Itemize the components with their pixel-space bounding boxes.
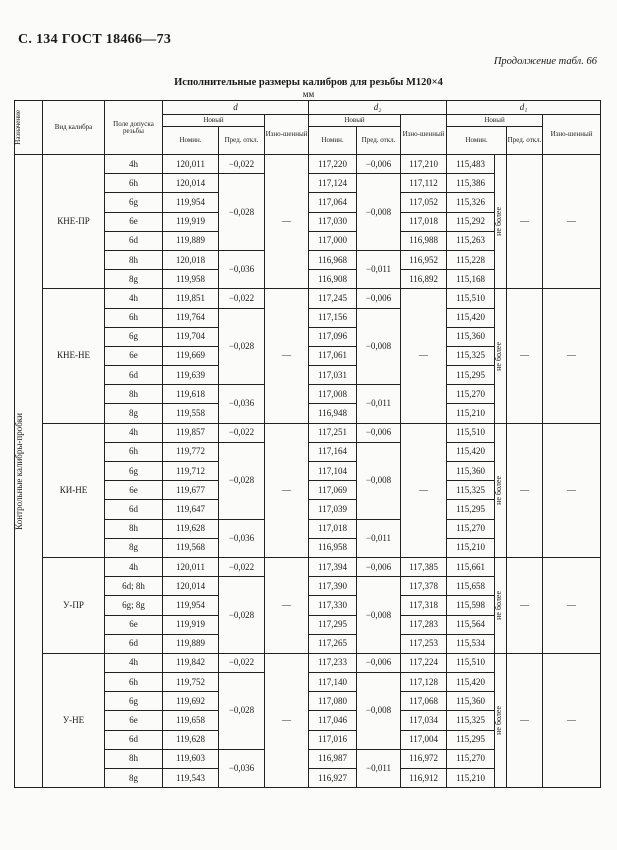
tolerance-cell: 4h	[105, 653, 163, 672]
d2-dev-cell: −0,008	[357, 673, 401, 750]
table-row	[15, 653, 601, 672]
d1-nominal-cell: 115,661	[447, 557, 495, 576]
d2-nominal-cell: 117,124	[309, 174, 357, 193]
continuation-label: Продолжение табл. 66	[493, 56, 597, 67]
d1-nominal-header: Номин.	[447, 127, 507, 155]
d2-nominal-cell: 117,104	[309, 462, 357, 481]
d-nominal-cell: 119,568	[163, 538, 219, 557]
units-label: мм	[302, 89, 315, 99]
d-nominal-cell: 119,958	[163, 270, 219, 289]
tolerance-cell: 6d; 8h	[105, 577, 163, 596]
d2-nominal-cell: 117,390	[309, 577, 357, 596]
tolerance-cell: 4h	[105, 557, 163, 576]
d2-nominal-cell: 117,000	[309, 231, 357, 250]
tolerance-cell: 6d	[105, 366, 163, 385]
tolerance-cell: 8g	[105, 404, 163, 423]
tolerance-cell: 8h	[105, 749, 163, 768]
d-nominal-cell: 119,543	[163, 769, 219, 788]
d1-nominal-cell: 115,295	[447, 366, 495, 385]
d2-nominal-cell: 117,233	[309, 653, 357, 672]
group-label: Контрольные калибры-пробки	[15, 155, 43, 788]
d1-nominal-cell: 115,270	[447, 385, 495, 404]
d1-nominal-cell: 115,168	[447, 270, 495, 289]
tolerance-cell: 8g	[105, 270, 163, 289]
not-more-cell: не более	[495, 653, 507, 787]
d2-nominal-cell: 116,968	[309, 250, 357, 269]
d2-dev-cell: −0,011	[357, 385, 401, 423]
d1-nominal-cell: 115,510	[447, 289, 495, 308]
d1-worn-header: Изно-шенный	[543, 115, 601, 155]
tolerance-cell: 8g	[105, 538, 163, 557]
d-dev-cell: −0,022	[219, 423, 265, 442]
d1-nominal-cell: 115,326	[447, 193, 495, 212]
gauge-type: КИ-НЕ	[43, 423, 105, 557]
tolerance-cell: 8h	[105, 385, 163, 404]
d2-worn-cell: 117,378	[401, 577, 447, 596]
gauge-type: КНЕ-НЕ	[43, 289, 105, 423]
d2-nominal-cell: 117,394	[309, 557, 357, 576]
d-nominal-cell: 120,018	[163, 250, 219, 269]
tolerance-header: Поле допуска резьбы	[105, 101, 163, 155]
d-nominal-cell: 119,628	[163, 730, 219, 749]
d2-worn-cell: 117,128	[401, 673, 447, 692]
d-nominal-cell: 119,752	[163, 673, 219, 692]
d1-nominal-cell: 115,210	[447, 404, 495, 423]
d-nominal-cell: 119,658	[163, 711, 219, 730]
d-dev-cell: −0,036	[219, 250, 265, 288]
d-nominal-cell: 120,014	[163, 577, 219, 596]
d2-nominal-cell: 117,030	[309, 212, 357, 231]
d-nominal-cell: 119,618	[163, 385, 219, 404]
tolerance-cell: 4h	[105, 289, 163, 308]
d-dev-cell: −0,028	[219, 442, 265, 519]
d2-dev-cell: −0,011	[357, 749, 401, 787]
table-row	[15, 155, 601, 174]
d2-dev-cell: −0,011	[357, 250, 401, 288]
d2-dev-cell: −0,008	[357, 577, 401, 654]
d1-nominal-cell: 115,228	[447, 250, 495, 269]
d2-worn-cell: 117,385	[401, 557, 447, 576]
d2-worn-cell: 117,210	[401, 155, 447, 174]
d2-dev-cell: −0,008	[357, 442, 401, 519]
d1-worn-cell: —	[543, 423, 601, 557]
not-more-cell: не более	[495, 557, 507, 653]
not-more-cell: не более	[495, 289, 507, 423]
d-nominal-cell: 119,558	[163, 404, 219, 423]
tolerance-cell: 6h	[105, 442, 163, 461]
d2-worn-cell: 117,068	[401, 692, 447, 711]
d2-nominal-cell: 117,245	[309, 289, 357, 308]
d-nominal-cell: 119,712	[163, 462, 219, 481]
d1-nominal-cell: 115,510	[447, 653, 495, 672]
d2-worn-cell: 116,892	[401, 270, 447, 289]
d1-nominal-cell: 115,270	[447, 519, 495, 538]
d-dev-cell: −0,028	[219, 673, 265, 750]
d2-worn-cell: 116,912	[401, 769, 447, 788]
d-nominal-cell: 119,889	[163, 231, 219, 250]
d-header: d	[163, 101, 309, 115]
d-nominal-cell: 119,889	[163, 634, 219, 653]
d2-nominal-cell: 117,046	[309, 711, 357, 730]
d-dev-cell: −0,028	[219, 174, 265, 251]
d-dev-cell: −0,036	[219, 519, 265, 557]
d-nominal-cell: 119,628	[163, 519, 219, 538]
d1-nominal-cell: 115,420	[447, 673, 495, 692]
d2-nominal-cell: 117,164	[309, 442, 357, 461]
gauge-type: КНЕ-ПР	[43, 155, 105, 289]
tolerance-cell: 6e	[105, 481, 163, 500]
tolerance-cell: 8h	[105, 519, 163, 538]
d-nominal-cell: 119,919	[163, 615, 219, 634]
tolerance-cell: 4h	[105, 423, 163, 442]
d-nominal-cell: 120,014	[163, 174, 219, 193]
d2-nominal-cell: 117,069	[309, 481, 357, 500]
tolerance-cell: 6d	[105, 634, 163, 653]
d2-nominal-cell: 117,330	[309, 596, 357, 615]
tolerance-cell: 6h	[105, 308, 163, 327]
d-worn-cell: —	[265, 557, 309, 653]
d1-worn-cell: —	[543, 557, 601, 653]
tolerance-cell: 6h	[105, 673, 163, 692]
tolerance-cell: 4h	[105, 155, 163, 174]
d-new-header: Новый	[163, 115, 265, 127]
d-dev-cell: −0,022	[219, 653, 265, 672]
d2-worn-cell: 117,004	[401, 730, 447, 749]
d1-nominal-cell: 115,360	[447, 462, 495, 481]
d1-nominal-cell: 115,420	[447, 308, 495, 327]
d1-nominal-cell: 115,325	[447, 346, 495, 365]
tolerance-cell: 6e	[105, 346, 163, 365]
d2-dev-cell: −0,006	[357, 155, 401, 174]
tolerance-cell: 6e	[105, 212, 163, 231]
d1-dev-header: Пред. откл.	[507, 127, 543, 155]
tolerance-cell: 8h	[105, 250, 163, 269]
d2-worn-cell: 117,112	[401, 174, 447, 193]
d2-nominal-header: Номин.	[309, 127, 357, 155]
d1-nominal-cell: 115,270	[447, 749, 495, 768]
d1-nominal-cell: 115,564	[447, 615, 495, 634]
d1-nominal-cell: 115,325	[447, 711, 495, 730]
d-nominal-cell: 119,857	[163, 423, 219, 442]
d1-nominal-cell: 115,360	[447, 692, 495, 711]
tolerance-cell: 6d	[105, 500, 163, 519]
d-worn-header: Изно-шенный	[265, 115, 309, 155]
d2-dev-cell: −0,006	[357, 653, 401, 672]
tolerance-cell: 6g; 8g	[105, 596, 163, 615]
d2-dev-cell: −0,006	[357, 423, 401, 442]
d2-nominal-cell: 117,064	[309, 193, 357, 212]
tolerance-cell: 6g	[105, 327, 163, 346]
d2-dev-cell: −0,008	[357, 308, 401, 385]
d-nominal-cell: 120,011	[163, 155, 219, 174]
not-more-cell: не более	[495, 423, 507, 557]
d-nominal-cell: 119,954	[163, 596, 219, 615]
d2-worn-cell: —	[401, 289, 447, 423]
d1-nominal-cell: 115,483	[447, 155, 495, 174]
d-worn-cell: —	[265, 653, 309, 787]
d1-dev-cell: —	[507, 653, 543, 787]
d2-nominal-cell: 117,061	[309, 346, 357, 365]
d1-nominal-cell: 115,210	[447, 769, 495, 788]
tolerance-cell: 8g	[105, 769, 163, 788]
d1-worn-cell: —	[543, 289, 601, 423]
d1-header: d₁	[447, 101, 601, 115]
d2-worn-header: Изно-шенный	[401, 115, 447, 155]
not-more-cell: не более	[495, 155, 507, 289]
d2-nominal-cell: 117,220	[309, 155, 357, 174]
table-row	[15, 557, 601, 576]
d2-nominal-cell: 116,948	[309, 404, 357, 423]
d-dev-cell: −0,022	[219, 557, 265, 576]
d-nominal-header: Номин.	[163, 127, 219, 155]
d1-nominal-cell: 115,292	[447, 212, 495, 231]
d-nominal-cell: 119,851	[163, 289, 219, 308]
d1-worn-cell: —	[543, 653, 601, 787]
d-dev-cell: −0,028	[219, 308, 265, 385]
d1-nominal-cell: 115,386	[447, 174, 495, 193]
d2-nominal-cell: 116,987	[309, 749, 357, 768]
tolerance-cell: 6g	[105, 692, 163, 711]
d2-nominal-cell: 117,080	[309, 692, 357, 711]
d-worn-cell: —	[265, 423, 309, 557]
d2-worn-cell: 116,972	[401, 749, 447, 768]
d1-nominal-cell: 115,510	[447, 423, 495, 442]
d2-nominal-cell: 116,927	[309, 769, 357, 788]
d2-nominal-cell: 117,140	[309, 673, 357, 692]
d-nominal-cell: 119,647	[163, 500, 219, 519]
d-nominal-cell: 119,669	[163, 346, 219, 365]
d-dev-cell: −0,036	[219, 749, 265, 787]
d1-nominal-cell: 115,325	[447, 481, 495, 500]
d-nominal-cell: 119,919	[163, 212, 219, 231]
d1-nominal-cell: 115,598	[447, 596, 495, 615]
d1-nominal-cell: 115,263	[447, 231, 495, 250]
d-nominal-cell: 119,772	[163, 442, 219, 461]
d-worn-cell: —	[265, 155, 309, 289]
d-nominal-cell: 119,704	[163, 327, 219, 346]
d1-new-header: Новый	[447, 115, 543, 127]
d-dev-cell: −0,022	[219, 289, 265, 308]
d2-nominal-cell: 116,958	[309, 538, 357, 557]
d1-dev-cell: —	[507, 289, 543, 423]
d2-worn-cell: 117,034	[401, 711, 447, 730]
d-worn-cell: —	[265, 289, 309, 423]
d1-nominal-cell: 115,295	[447, 500, 495, 519]
d2-worn-cell: 117,253	[401, 634, 447, 653]
d2-nominal-cell: 116,908	[309, 270, 357, 289]
d2-nominal-cell: 117,031	[309, 366, 357, 385]
d2-nominal-cell: 117,251	[309, 423, 357, 442]
d1-nominal-cell: 115,360	[447, 327, 495, 346]
d-nominal-cell: 120,011	[163, 557, 219, 576]
d1-dev-cell: —	[507, 155, 543, 289]
d2-dev-cell: −0,008	[357, 174, 401, 251]
d-nominal-cell: 119,639	[163, 366, 219, 385]
gauge-type: У-ПР	[43, 557, 105, 653]
d2-nominal-cell: 117,295	[309, 615, 357, 634]
d1-worn-cell: —	[543, 155, 601, 289]
d-nominal-cell: 119,764	[163, 308, 219, 327]
d2-new-header: Новый	[309, 115, 401, 127]
d1-nominal-cell: 115,420	[447, 442, 495, 461]
d2-nominal-cell: 117,039	[309, 500, 357, 519]
table-row	[15, 289, 601, 308]
d2-worn-cell: —	[401, 423, 447, 557]
d2-worn-cell: 117,224	[401, 653, 447, 672]
d1-nominal-cell: 115,658	[447, 577, 495, 596]
d2-worn-cell: 117,283	[401, 615, 447, 634]
d2-nominal-cell: 117,265	[309, 634, 357, 653]
d2-nominal-cell: 117,018	[309, 519, 357, 538]
d-nominal-cell: 119,603	[163, 749, 219, 768]
d1-dev-cell: —	[507, 557, 543, 653]
dimensions-table	[14, 100, 601, 788]
d2-worn-cell: 117,052	[401, 193, 447, 212]
d2-worn-cell: 116,952	[401, 250, 447, 269]
d-nominal-cell: 119,954	[163, 193, 219, 212]
d2-worn-cell: 117,318	[401, 596, 447, 615]
d2-dev-header: Пред. откл.	[357, 127, 401, 155]
d-dev-cell: −0,028	[219, 577, 265, 654]
d-nominal-cell: 119,692	[163, 692, 219, 711]
d2-nominal-cell: 117,016	[309, 730, 357, 749]
d2-header: d₂	[309, 101, 447, 115]
d-dev-cell: −0,036	[219, 385, 265, 423]
gauge-type-header: Вид калибра	[43, 101, 105, 155]
d-nominal-cell: 119,677	[163, 481, 219, 500]
tolerance-cell: 6g	[105, 462, 163, 481]
d-nominal-cell: 119,842	[163, 653, 219, 672]
d2-worn-cell: 116,988	[401, 231, 447, 250]
tolerance-cell: 6d	[105, 231, 163, 250]
table-row	[15, 423, 601, 442]
d1-nominal-cell: 115,210	[447, 538, 495, 557]
d-dev-header: Пред. откл.	[219, 127, 265, 155]
d1-dev-cell: —	[507, 423, 543, 557]
gauge-type: У-НЕ	[43, 653, 105, 787]
tolerance-cell: 6e	[105, 615, 163, 634]
d1-nominal-cell: 115,295	[447, 730, 495, 749]
d2-nominal-cell: 117,156	[309, 308, 357, 327]
tolerance-cell: 6g	[105, 193, 163, 212]
tolerance-cell: 6e	[105, 711, 163, 730]
d1-nominal-cell: 115,534	[447, 634, 495, 653]
purpose-header: Назначение	[15, 101, 43, 155]
tolerance-cell: 6d	[105, 730, 163, 749]
tolerance-cell: 6h	[105, 174, 163, 193]
d2-nominal-cell: 117,096	[309, 327, 357, 346]
table-title: Исполнительные размеры калибров для резьбы М120×4	[174, 77, 443, 88]
page-header: С. 134 ГОСТ 18466—73	[18, 32, 172, 47]
d-dev-cell: −0,022	[219, 155, 265, 174]
d2-worn-cell: 117,018	[401, 212, 447, 231]
d2-dev-cell: −0,006	[357, 289, 401, 308]
d2-nominal-cell: 117,008	[309, 385, 357, 404]
d2-dev-cell: −0,011	[357, 519, 401, 557]
d2-dev-cell: −0,006	[357, 557, 401, 576]
